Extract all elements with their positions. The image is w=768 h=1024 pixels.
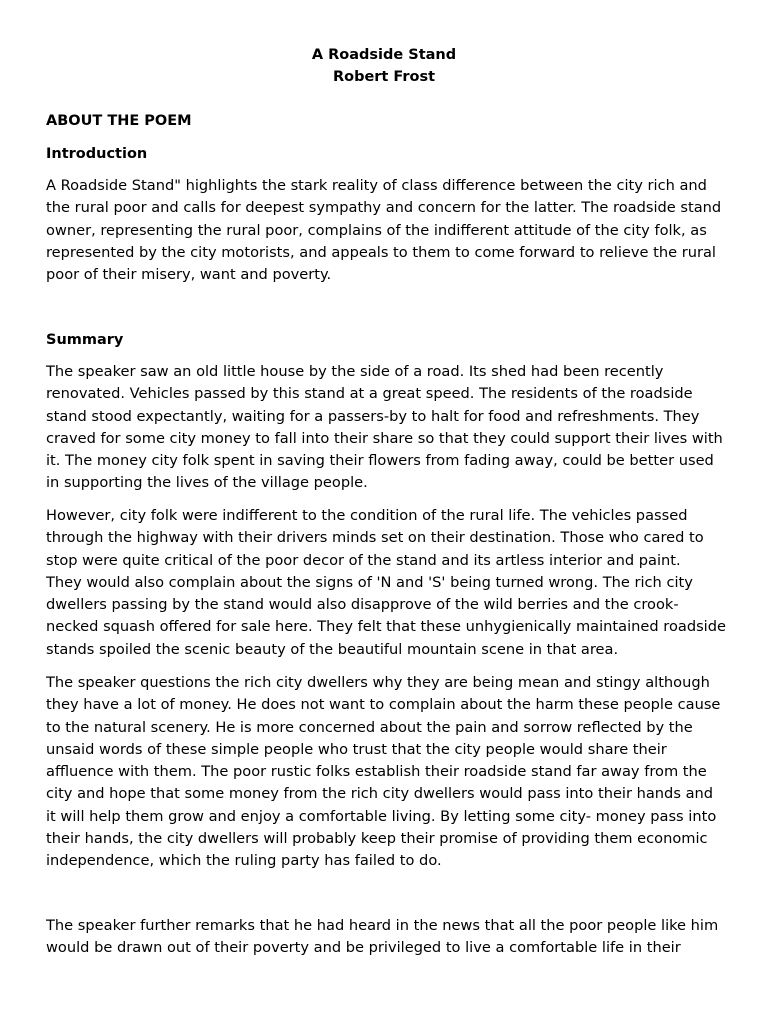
paragraph-line: stop were quite critical of the poor decor of the stand and its artless interior and paint. [46, 551, 681, 569]
poem-author: Robert Frost [332, 69, 436, 85]
paragraph-line: stands spoiled the scenic beauty of the beautiful mountain scene in that area. [46, 640, 619, 658]
summary-paragraph-4 [46, 915, 736, 960]
paragraph-line: craved for some city money to fall into their share so that they could support their lives with [46, 429, 723, 447]
summary-paragraph-3 [46, 672, 736, 873]
paragraph-line: it will help them grow and enjoy a comfortable living. By letting some city- money pass into [46, 807, 717, 825]
paragraph-line: owner, representing the rural poor, complains of the indifferent attitude of the city folk, as [46, 221, 707, 239]
paragraph-line: they have a lot of money. He does not want to complain about the harm these people cause [46, 696, 721, 714]
paragraph-line: city and hope that some money from the rich city dwellers would pass into their hands and [46, 785, 714, 803]
paragraph-line: A Roadside Stand" highlights the stark reality of class difference between the city rich and [46, 177, 707, 194]
paragraph-line: through the highway with their drivers minds set on their destination. Those who cared to [46, 529, 704, 547]
paragraph-line: in supporting the lives of the village people. [46, 474, 368, 492]
paragraph-line: represented by the city motorists, and appeals to them to come forward to relieve the rural [46, 243, 716, 261]
introduction-paragraph [46, 175, 736, 286]
paragraph-line: it. The money city folk spent in saving their flowers from fading away, could be better used [46, 452, 714, 470]
paragraph-line: independence, which the ruling party has failed to do. [46, 852, 442, 870]
summary-paragraph-2 [46, 505, 736, 661]
paragraph-line: The speaker further remarks that he had heard in the news that all the poor people like him [46, 917, 719, 934]
about-heading: ABOUT THE POEM [46, 113, 192, 129]
paragraph-line: They would also complain about the signs of 'N and 'S' being turned wrong. The rich city [46, 573, 693, 591]
paragraph-line: unsaid words of these simple people who trust that the city people would share their [46, 740, 667, 758]
paragraph-line: necked squash offered for sale here. They felt that these unhygienically maintained roadside [46, 618, 726, 636]
paragraph-line: poor of their misery, want and poverty. [46, 266, 332, 284]
paragraph-line: their hands, the city dwellers will probably keep their promise of providing them economic [46, 830, 708, 848]
paragraph-line: The speaker saw an old little house by the side of a road. Its shed had been recently [46, 363, 664, 380]
paragraph-line: affluence with them. The poor rustic folks establish their roadside stand far away from the [46, 763, 707, 781]
poem-title: A Roadside Stand [311, 47, 457, 63]
paragraph-line: to the natural scenery. He is more concerned about the pain and sorrow reflected by the [46, 718, 693, 736]
summary-paragraph-1 [46, 361, 736, 495]
paragraph-line: dwellers passing by the stand would also disapprove of the wild berries and the crook- [46, 596, 679, 614]
summary-heading: Summary [46, 332, 124, 348]
paragraph-line: The speaker questions the rich city dwellers why they are being mean and stingy although [46, 674, 710, 691]
paragraph-line: renovated. Vehicles passed by this stand at a great speed. The residents of the roadside [46, 385, 693, 403]
paragraph-line: However, city folk were indifferent to the condition of the rural life. The vehicles passed [46, 507, 688, 524]
paragraph-line: the rural poor and calls for deepest sympathy and concern for the latter. The roadside stand [46, 199, 722, 217]
paragraph-line: stand stood expectantly, waiting for a passers-by to halt for food and refreshments. They [46, 407, 700, 425]
paragraph-line: would be drawn out of their poverty and be privileged to live a comfortable life in their [46, 939, 681, 957]
introduction-heading: Introduction [46, 146, 148, 162]
